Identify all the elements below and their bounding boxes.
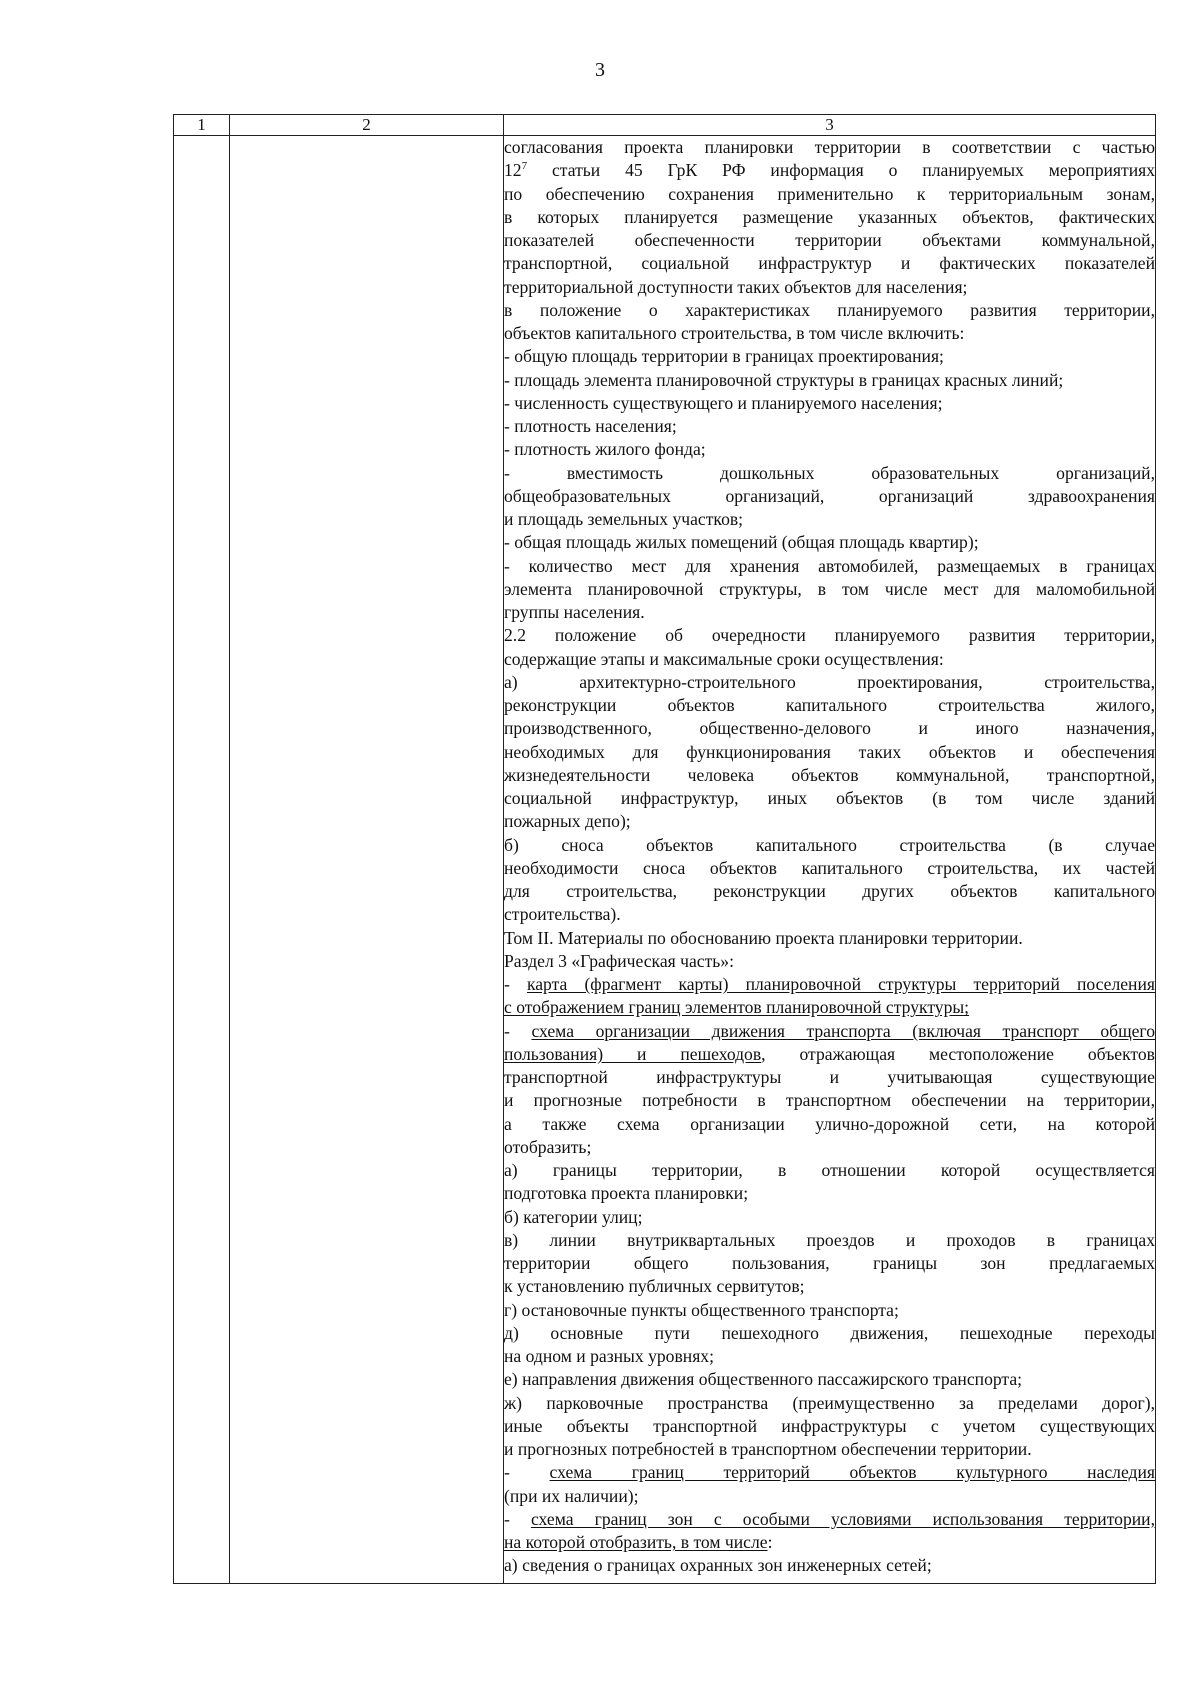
text-line xyxy=(504,1368,1155,1391)
line-text: б) сноса объектов капитального строительства (в случае xyxy=(504,834,1155,855)
line-text: социальной инфраструктур, иных объектов (в том числе зданий xyxy=(504,788,1155,808)
text-line xyxy=(504,717,1155,740)
line-text: иные объекты транспортной инфраструктуры с учетом существующих xyxy=(504,1415,1155,1436)
text-line xyxy=(504,834,1155,857)
cell-column-1 xyxy=(174,136,230,1584)
underlined-text: карта (фрагмент карты) планировочной структуры территорий поселения xyxy=(526,974,1155,994)
line-text: Том II. Материалы по обоснованию проекта планировки территории. xyxy=(504,927,1023,948)
text-line xyxy=(504,462,1155,485)
line-text: общеобразовательных организаций, организаций здравоохранения xyxy=(504,485,1155,506)
superscript: 7 xyxy=(521,160,528,173)
line-text: в которых планируется размещение указанных объектов, фактических xyxy=(504,206,1155,227)
line-text: - вместимость дошкольных образовательных организаций, xyxy=(504,462,1155,483)
line-text: согласования проекта планировки территории в соответствии с частью xyxy=(504,137,1155,157)
text-line xyxy=(504,1136,1155,1159)
text-line xyxy=(504,438,1155,461)
line-text: и площадь земельных участков; xyxy=(504,509,744,529)
line-text: а также схема организации улично-дорожной сети, на которой xyxy=(504,1113,1155,1134)
text-line xyxy=(504,322,1155,345)
text-line xyxy=(504,345,1155,368)
line-text: е) направления движения общественного пассажирского транспорта; xyxy=(504,1369,1023,1390)
text-line xyxy=(504,1066,1155,1089)
line-text: пожарных депо); xyxy=(504,811,631,832)
line-text: транспортной, социальной инфраструктур и фактических показателей xyxy=(504,253,1155,274)
underlined-text: с отображением границ элементов планировочной структуры; xyxy=(504,997,970,1018)
text-line xyxy=(504,415,1155,438)
text-line xyxy=(504,531,1155,554)
line-text: и прогнозных потребностей в транспортном обеспечении территории. xyxy=(504,1439,1032,1459)
text-line xyxy=(504,950,1155,973)
text-line xyxy=(504,508,1155,531)
line-text: - площадь элемента планировочной структуры в границах красных линий; xyxy=(504,369,1064,390)
line-text: показателей обеспеченности территории объектами коммунальной, xyxy=(504,230,1155,250)
text-line xyxy=(504,1322,1155,1345)
text-line xyxy=(504,1508,1155,1531)
text-line xyxy=(504,624,1155,647)
underlined-text: схема границ территорий объектов культурного наследия xyxy=(549,1462,1155,1483)
text-line xyxy=(504,1159,1155,1182)
text-line xyxy=(504,1020,1155,1043)
text-line xyxy=(504,1531,1155,1554)
text-line xyxy=(504,183,1155,206)
line-text: объектов капитального строительства, в том числе включить: xyxy=(504,323,965,343)
column-header-2: 2 xyxy=(230,115,504,136)
column-header-1: 1 xyxy=(174,115,230,136)
line-text: а) границы территории, в отношении которой осуществляется xyxy=(504,1160,1155,1180)
requirements-text xyxy=(504,136,1155,1578)
line-text: а) архитектурно-строительного проектирования, строительства, xyxy=(504,671,1155,692)
text-line xyxy=(504,741,1155,764)
line-text: территории общего пользования, границы зон предлагаемых xyxy=(504,1253,1155,1273)
line-text: по обеспечению сохранения применительно к территориальным зонам, xyxy=(504,183,1155,204)
underlined-text: пользования) и пешеходов xyxy=(504,1043,762,1064)
line-text: строительства). xyxy=(504,904,621,925)
text-line xyxy=(504,485,1155,508)
text-line xyxy=(504,369,1155,392)
line-text: в) линии внутриквартальных проездов и проходов в границах xyxy=(504,1229,1155,1250)
text-line xyxy=(504,206,1155,229)
line-text: необходимых для функционирования таких объектов и обеспечения xyxy=(504,741,1155,762)
text-line xyxy=(504,648,1155,671)
text-line xyxy=(504,810,1155,833)
underlined-text: схема границ зон с особыми условиями использования территории, xyxy=(530,1508,1155,1529)
text-line xyxy=(504,996,1155,1019)
cell-column-2 xyxy=(230,136,504,1584)
line-text: элемента планировочной структуры, в том числе мест для маломобильной xyxy=(504,578,1155,599)
line-text-tail: , отражающая местоположение объектов xyxy=(761,1043,1155,1064)
requirements-table xyxy=(173,114,1156,1584)
line-text: группы населения. xyxy=(504,602,645,622)
line-text: - количество мест для хранения автомобилей, размещаемых в границах xyxy=(504,555,1155,576)
text-line xyxy=(504,1113,1155,1136)
line-text: отобразить; xyxy=(504,1136,592,1157)
line-text-tail: : xyxy=(767,1532,773,1552)
line-text: г) остановочные пункты общественного транспорта; xyxy=(504,1299,899,1320)
line-text: жизнедеятельности человека объектов коммунальной, транспортной, xyxy=(504,764,1155,785)
line-text: к установлению публичных сервитутов; xyxy=(504,1276,805,1297)
text-line xyxy=(504,1392,1155,1415)
line-text: для строительства, реконструкции других объектов капитального xyxy=(504,881,1155,901)
underlined-text: схема организации движения транспорта (включая транспорт общего xyxy=(531,1020,1155,1041)
line-text: - плотность жилого фонда; xyxy=(504,439,706,460)
text-line xyxy=(504,578,1155,601)
text-line xyxy=(504,1299,1155,1322)
text-line xyxy=(504,601,1155,624)
line-text: (при их наличии); xyxy=(504,1485,639,1506)
text-line xyxy=(504,1089,1155,1112)
text-line xyxy=(504,1206,1155,1229)
text-line xyxy=(504,229,1155,252)
line-text: 2.2 положение об очередности планируемого развития территории, xyxy=(504,625,1155,646)
text-line xyxy=(504,1043,1155,1066)
line-text: ж) парковочные пространства (преимущественно за пределами дорог), xyxy=(504,1392,1155,1413)
line-text: - плотность населения; xyxy=(504,416,677,436)
text-line xyxy=(504,880,1155,903)
line-text: - численность существующего и планируемого населения; xyxy=(504,392,943,413)
text-line xyxy=(504,903,1155,926)
text-line xyxy=(504,764,1155,787)
text-line xyxy=(504,276,1155,299)
line-text: д) основные пути пешеходного движения, пешеходные переходы xyxy=(504,1322,1155,1343)
line-text: транспортной инфраструктуры и учитывающая существующие xyxy=(504,1067,1155,1087)
column-header-3: 3 xyxy=(504,115,1156,136)
text-line xyxy=(504,136,1155,159)
text-line xyxy=(504,299,1155,322)
line-text: в положение о характеристиках планируемого развития территории, xyxy=(504,299,1155,320)
text-line xyxy=(504,1485,1155,1508)
line-text: содержащие этапы и максимальные сроки осуществления: xyxy=(504,648,944,669)
table-header-row xyxy=(174,115,1156,136)
text-line xyxy=(504,1275,1155,1298)
page-number: 3 xyxy=(595,59,605,81)
line-text: а) сведения о границах охранных зон инженерных сетей; xyxy=(504,1555,932,1576)
text-line xyxy=(504,392,1155,415)
line-text: - xyxy=(504,1508,531,1529)
text-line xyxy=(504,694,1155,717)
line-text: б) категории улиц; xyxy=(504,1206,643,1227)
cell-column-3 xyxy=(504,136,1156,1584)
line-text: и прогнозные потребности в транспортном обеспечении на территории, xyxy=(504,1090,1155,1111)
text-line xyxy=(504,159,1155,182)
text-line xyxy=(504,1229,1155,1252)
text-line xyxy=(504,857,1155,880)
line-text: - общая площадь жилых помещений (общая площадь квартир); xyxy=(504,532,979,553)
text-line xyxy=(504,1182,1155,1205)
table-row xyxy=(174,136,1156,1584)
text-line xyxy=(504,927,1155,950)
text-line xyxy=(504,1252,1155,1275)
text-line xyxy=(504,1415,1155,1438)
line-text: необходимости сноса объектов капитального строительства, их частей xyxy=(504,857,1155,878)
text-line xyxy=(504,671,1155,694)
text-line xyxy=(504,252,1155,275)
line-text: производственного, общественно-делового и иного назначения, xyxy=(504,718,1155,739)
underlined-text: на которой отобразить, в том числе xyxy=(504,1532,768,1552)
text-line xyxy=(504,973,1155,996)
line-text: - xyxy=(504,1462,550,1483)
text-line xyxy=(504,555,1155,578)
text-line xyxy=(504,1554,1155,1577)
text-line xyxy=(504,1461,1155,1484)
line-text-tail: статьи 45 ГрК РФ информация о планируемых мероприятиях xyxy=(527,160,1155,181)
line-text: - xyxy=(504,1020,532,1041)
line-text: - общую площадь территории в границах проектирования; xyxy=(504,346,944,367)
line-text: Раздел 3 «Графическая часть»: xyxy=(504,950,734,971)
line-text: - xyxy=(504,974,527,994)
text-line xyxy=(504,787,1155,810)
text-line xyxy=(504,1345,1155,1368)
line-text: на одном и разных уровнях; xyxy=(504,1346,714,1366)
line-text: подготовка проекта планировки; xyxy=(504,1183,749,1204)
line-text: 12 xyxy=(504,160,522,181)
line-text: реконструкции объектов капитального строительства жилого, xyxy=(504,695,1155,715)
line-text: территориальной доступности таких объектов для населения; xyxy=(504,276,968,297)
text-line xyxy=(504,1438,1155,1461)
